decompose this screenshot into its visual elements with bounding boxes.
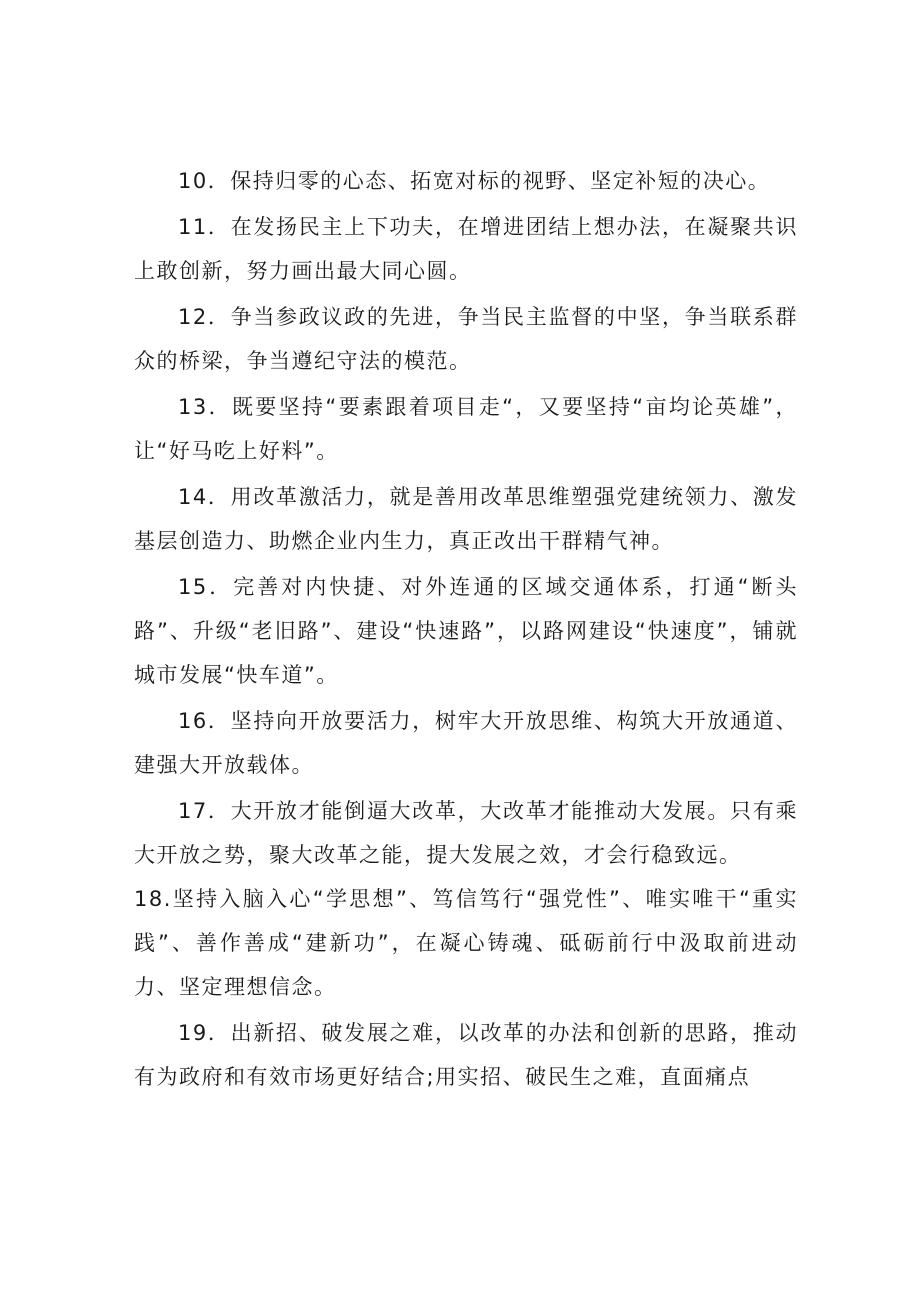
paragraph-12: 12．争当参政议政的先进，争当民主监督的中坚，争当联系群众的桥梁，争当遵纪守法的模范。 [134, 305, 798, 373]
paragraph-14: 14．用改革激活力，就是善用改革思维塑强党建统领力、激发基层创造力、助燃企业内生力，真正改出干群精气神。 [134, 485, 798, 553]
document-body [134, 159, 798, 1099]
paragraph-10: 10．保持归零的心态、拓宽对标的视野、坚定补短的决心。 [178, 169, 771, 193]
paragraph-15: 15．完善对内快捷、对外连通的区域交通体系，打通“断头路”、升级“老旧路”、建设“快速路”，以路网建设“快速度”，铺就城市发展“快车道”。 [134, 575, 798, 687]
paragraph-17: 17．大开放才能倒逼大改革，大改革才能推动大发展。只有乘大开放之势，聚大改革之能，提大发展之效，才会行稳致远。 [134, 799, 798, 867]
paragraph-13: 13．既要坚持“要素跟着项目走“，又要坚持“亩均论英雄”，让“好马吃上好料”。 [134, 395, 798, 463]
paragraph-18: 18.坚持入脑入心“学思想”、笃信笃行“强党性”、唯实唯干“重实践”、善作善成“建新功”，在凝心铸魂、砥砺前行中汲取前进动力、坚定理想信念。 [134, 887, 798, 999]
paragraph-11: 11．在发扬民主上下功夫，在增进团结上想办法，在凝聚共识上敢创新，努力画出最大同心圆。 [134, 215, 798, 283]
paragraph-16: 16．坚持向开放要活力，树牢大开放思维、构筑大开放通道、建强大开放载体。 [134, 709, 798, 777]
paragraph-19: 19．出新招、破发展之难，以改革的办法和创新的思路，推动有为政府和有效市场更好结合;用实招、破民生之难，直面痛点 [134, 1021, 798, 1089]
